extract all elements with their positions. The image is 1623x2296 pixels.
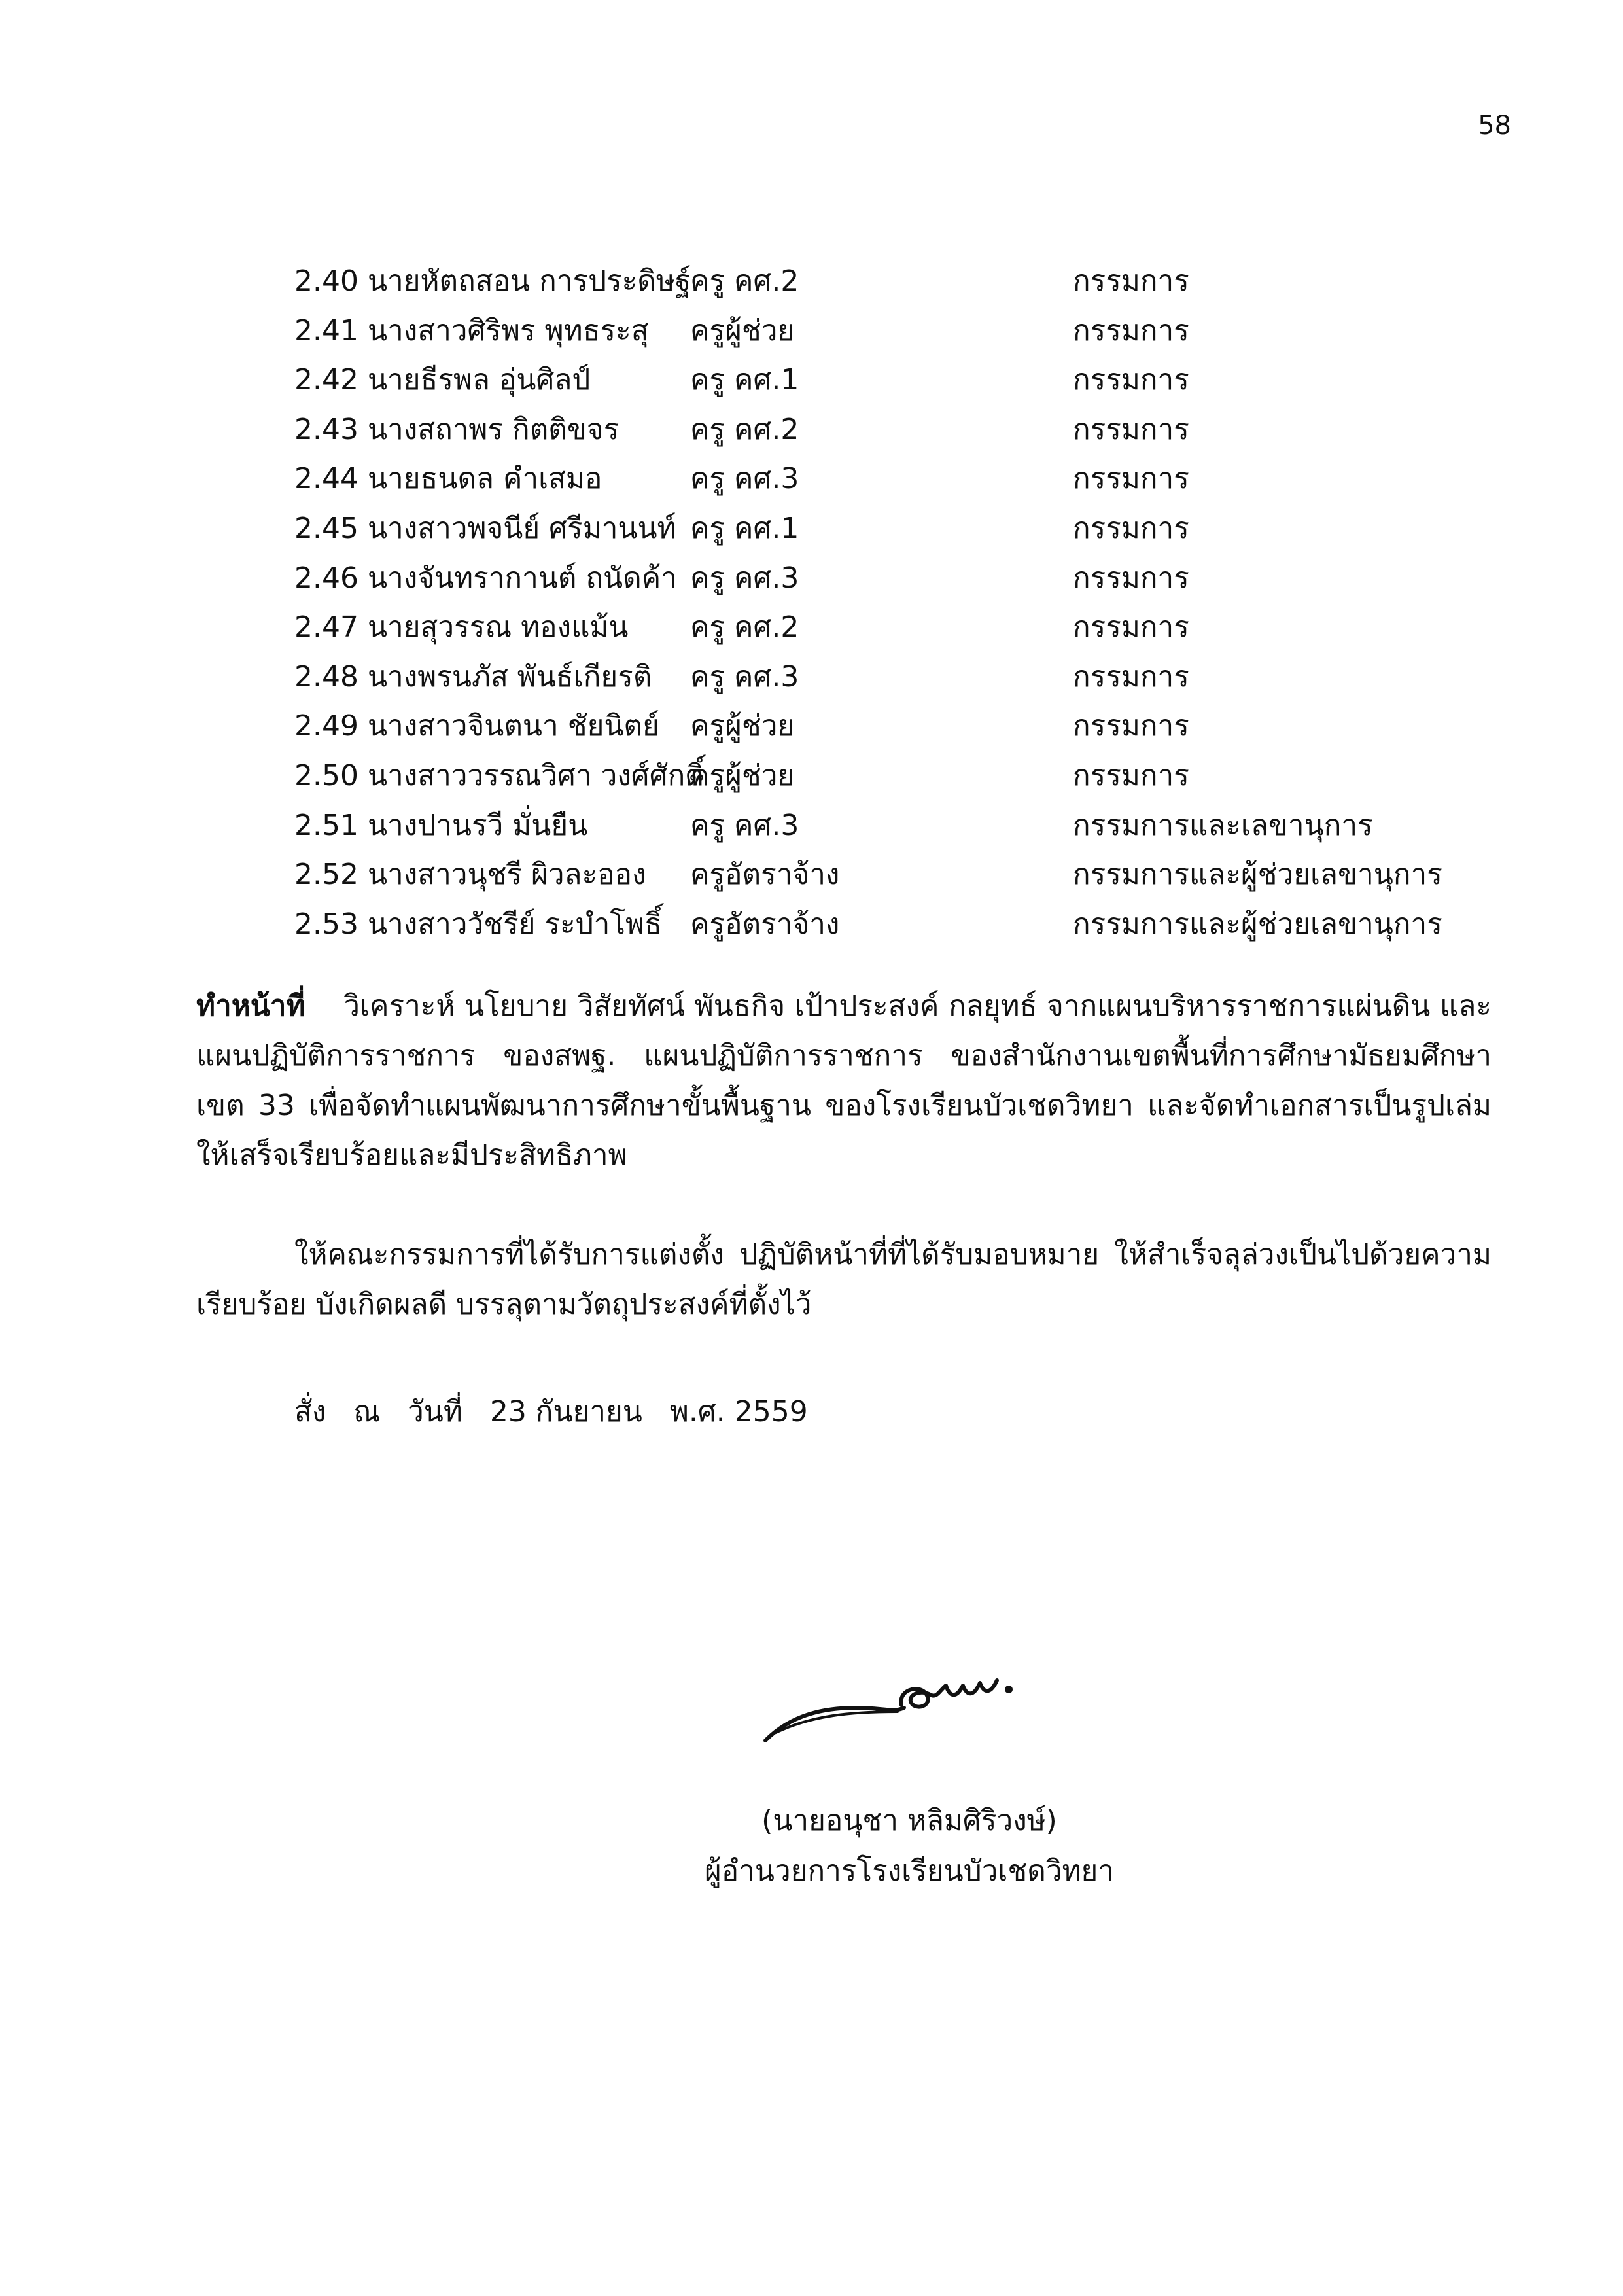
member-rank: ครู คศ.3 — [690, 808, 799, 842]
member-name: 2.51 นางปานรวี มั่นยืน — [294, 808, 588, 842]
member-name: 2.45 นางสาวพจนีย์ ศรีมานนท์ — [294, 511, 676, 545]
member-row — [294, 355, 1537, 405]
member-row — [294, 405, 1537, 455]
member-name: 2.46 นางจันทรากานต์ ถนัดค้า — [294, 561, 677, 595]
directive-paragraph: ให้คณะกรรมการที่ได้รับการแต่งตั้ง ปฏิบัติหน้าที่ที่ได้รับมอบหมาย ให้สำเร็จลุล่วงเป็นไปด้วยความเรียบร้อย บังเกิดผลดี บรรลุตามวัตถุประสงค์ที่ตั้งไว้ — [196, 1238, 1492, 1321]
member-rank: ครู คศ.2 — [690, 412, 799, 446]
member-row — [294, 504, 1537, 554]
member-name: 2.48 นางพรนภัส พันธ์เกียรติ — [294, 660, 652, 694]
member-role: กรรมการ — [1073, 363, 1189, 397]
member-role: กรรมการ — [1073, 709, 1189, 743]
member-name: 2.49 นางสาวจินตนา ชัยนิตย์ — [294, 709, 659, 743]
member-name: 2.52 นางสาวนุชรี ผิวละออง — [294, 858, 646, 892]
signer-title: ผู้อำนวยการโรงเรียนบัวเชดวิทยา — [704, 1854, 1115, 1888]
member-role: กรรมการและผู้ช่วยเลขานุการ — [1073, 858, 1442, 892]
member-role: กรรมการ — [1073, 758, 1189, 792]
member-row — [294, 652, 1537, 702]
member-row — [294, 306, 1537, 356]
member-row — [294, 256, 1537, 306]
member-role: กรรมการ — [1073, 660, 1189, 694]
committee-list — [294, 256, 1537, 949]
member-row — [294, 801, 1537, 851]
member-name: 2.53 นางสาววัชรีย์ ระบำโพธิ์ — [294, 907, 662, 941]
member-name: 2.44 นายธนดล คำเสมอ — [294, 462, 602, 496]
member-rank: ครู คศ.2 — [690, 264, 799, 298]
member-rank: ครูอัตราจ้าง — [690, 907, 840, 941]
member-rank: ครู คศ.3 — [690, 561, 799, 595]
member-rank: ครูอัตราจ้าง — [690, 858, 840, 892]
member-row — [294, 603, 1537, 652]
member-rank: ครูผู้ช่วย — [690, 758, 795, 792]
duties-text: วิเคราะห์ นโยบาย วิสัยทัศน์ พันธกิจ เป้าประสงค์ กลยุทธ์ จากแผนบริหารราชการแผ่นดิน และแผนปฏิบัติการราชการ ของสพฐ. แผนปฏิบัติการราชการ ของสำนักงานเขตพื้นที่การศึกษามัธยมศึกษา เขต 33 เพื่อจัดทำแผนพัฒนาการศึกษาขั้นพื้นฐาน ของโรงเรียนบัวเชดวิทยา และจัดทำเอกสารเป็นรูปเล่ม ให้เสร็จเรียบร้อยและมีประสิทธิภาพ — [196, 989, 1492, 1172]
member-row — [294, 850, 1537, 900]
member-rank: ครู คศ.1 — [690, 511, 799, 545]
member-name: 2.43 นางสถาพร กิตติขจร — [294, 412, 620, 446]
member-role: กรรมการและผู้ช่วยเลขานุการ — [1073, 907, 1442, 941]
member-rank: ครู คศ.2 — [690, 610, 799, 645]
page-number: 58 — [1478, 111, 1511, 141]
member-name: 2.47 นายสุวรรณ ทองแม้น — [294, 610, 629, 645]
member-rank: ครู คศ.3 — [690, 462, 799, 496]
member-role: กรรมการ — [1073, 313, 1189, 347]
member-rank: ครูผู้ช่วย — [690, 709, 795, 743]
member-role: กรรมการ — [1073, 561, 1189, 595]
member-name: 2.40 นายหัตถสอน การประดิษฐ์ — [294, 264, 691, 298]
member-row — [294, 554, 1537, 603]
member-rank: ครู คศ.1 — [690, 363, 799, 397]
member-role: กรรมการ — [1073, 462, 1189, 496]
signer-name: (นายอนุชา หลิมศิริวงษ์) — [761, 1804, 1057, 1837]
member-row — [294, 701, 1537, 751]
member-role: กรรมการ — [1073, 264, 1189, 298]
signature-image — [752, 1642, 1066, 1760]
member-row — [294, 454, 1537, 504]
order-date: สั่ง ณ วันที่ 23 กันยายน พ.ศ. 2559 — [294, 1395, 808, 1428]
member-name: 2.50 นางสาววรรณวิศา วงศ์ศักดิ์ — [294, 758, 704, 792]
member-row — [294, 900, 1537, 949]
member-name: 2.41 นางสาวศิริพร พุทธระสุ — [294, 313, 649, 347]
member-row — [294, 751, 1537, 801]
duties-label: ทำหน้าที่ — [196, 989, 305, 1023]
member-rank: ครูผู้ช่วย — [690, 313, 795, 347]
duties-paragraph — [196, 981, 1492, 1180]
member-role: กรรมการ — [1073, 610, 1189, 645]
member-rank: ครู คศ.3 — [690, 660, 799, 694]
member-role: กรรมการ — [1073, 511, 1189, 545]
member-name: 2.42 นายธีรพล อุ่นศิลป์ — [294, 363, 591, 397]
member-role: กรรมการ — [1073, 412, 1189, 446]
member-role: กรรมการและเลขานุการ — [1073, 808, 1373, 842]
